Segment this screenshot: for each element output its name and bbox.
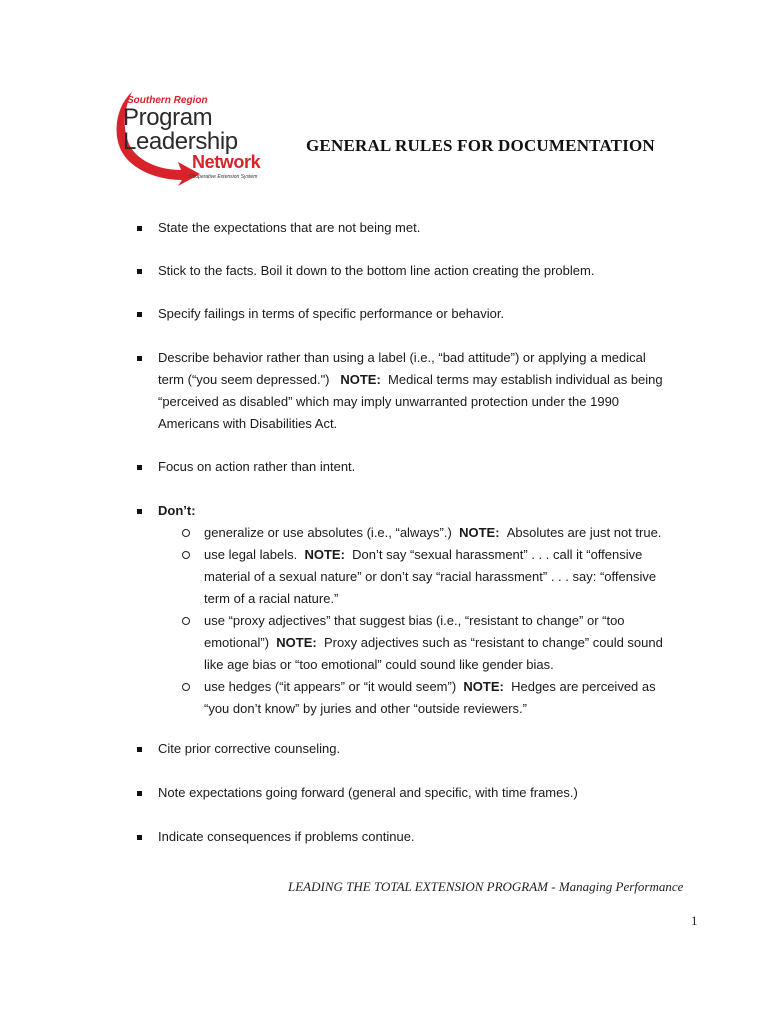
list-item: State the expectations that are not being met. (158, 220, 421, 235)
note-text: Medical terms may establish individual as being (388, 372, 663, 387)
note-label: NOTE: (459, 525, 500, 540)
list-item: Note expectations going forward (general and specific, with time frames.) (158, 785, 578, 800)
list-item: Cite prior corrective counseling. (158, 741, 341, 756)
sub-list-item-line: “you don’t know” by juries and other “outside reviewers.” (204, 701, 527, 716)
sub-list-item (204, 544, 642, 566)
circle-bullet-icon (182, 617, 190, 625)
list-item: Indicate consequences if problems continue. (158, 829, 415, 844)
note-text: Don’t say “sexual harassment” . . . call it “offensive (352, 547, 643, 562)
bullet-icon (137, 791, 142, 796)
list-item-line: Americans with Disabilities Act. (158, 416, 338, 431)
page-title: GENERAL RULES FOR DOCUMENTATION (306, 136, 655, 155)
list-item-line: Describe behavior rather than using a label (i.e., “bad attitude”) or applying a medical (158, 350, 646, 365)
logo-line-5: Cooperative Extension System (189, 174, 258, 180)
page-number: 1 (691, 913, 698, 928)
bullet-icon (137, 465, 142, 470)
note-label: NOTE: (304, 547, 345, 562)
footer-text: LEADING THE TOTAL EXTENSION PROGRAM - Managing Performance (288, 879, 684, 894)
sub-item-text: emotional”) (204, 635, 270, 650)
sub-list-item: use “proxy adjectives” that suggest bias (i.e., “resistant to change” or “too (204, 613, 625, 628)
bullet-icon (137, 269, 142, 274)
sub-item-text: use hedges (“it appears” or “it would seem”) (204, 679, 457, 694)
note-text: Hedges are perceived as (511, 679, 656, 694)
sub-list-item (204, 522, 661, 544)
list-item-line: “perceived as disabled” which may imply unwarranted protection under the 1990 (158, 394, 620, 409)
sub-list-item-line: like age bias or “too emotional” could sound like gender bias. (204, 657, 554, 672)
sub-item-text: generalize or use absolutes (i.e., “always”.) (204, 525, 452, 540)
note-label: NOTE: (463, 679, 504, 694)
list-item: Stick to the facts. Boil it down to the bottom line action creating the problem. (158, 263, 595, 278)
sub-list-item-line: term of a racial nature.” (204, 591, 339, 606)
logo-line-1: Southern Region (127, 95, 208, 106)
sub-item-text: use legal labels. (204, 547, 298, 562)
bullet-icon (137, 226, 142, 231)
list-item: Focus on action rather than intent. (158, 459, 356, 474)
logo (110, 88, 275, 190)
logo-line-3: Leadership (123, 128, 238, 155)
note-text: Proxy adjectives such as “resistant to change” could sound (323, 635, 663, 650)
bullet-icon (137, 747, 142, 752)
bullet-icon (137, 835, 142, 840)
sub-list-item-line (204, 632, 663, 654)
bullet-icon (137, 356, 142, 361)
sub-list-item (204, 676, 656, 698)
note-label: NOTE: (276, 635, 317, 650)
bullet-icon (137, 509, 142, 514)
list-item-line (158, 369, 663, 391)
circle-bullet-icon (182, 551, 190, 559)
list-item-text: term (“you seem depressed.") (158, 372, 330, 387)
note-label: NOTE: (340, 372, 381, 387)
sub-list-item-line: material of a sexual nature” or don’t say “racial harassment” . . . say: “offensive (204, 569, 657, 584)
circle-bullet-icon (182, 529, 190, 537)
bullet-icon (137, 312, 142, 317)
list-item: Specify failings in terms of specific performance or behavior. (158, 306, 505, 321)
logo-line-2: Program (123, 104, 213, 131)
logo-line-4: Network (192, 152, 261, 172)
note-text: Absolutes are just not true. (506, 525, 662, 540)
circle-bullet-icon (182, 683, 190, 691)
list-item-heading: Don’t: (158, 503, 196, 518)
